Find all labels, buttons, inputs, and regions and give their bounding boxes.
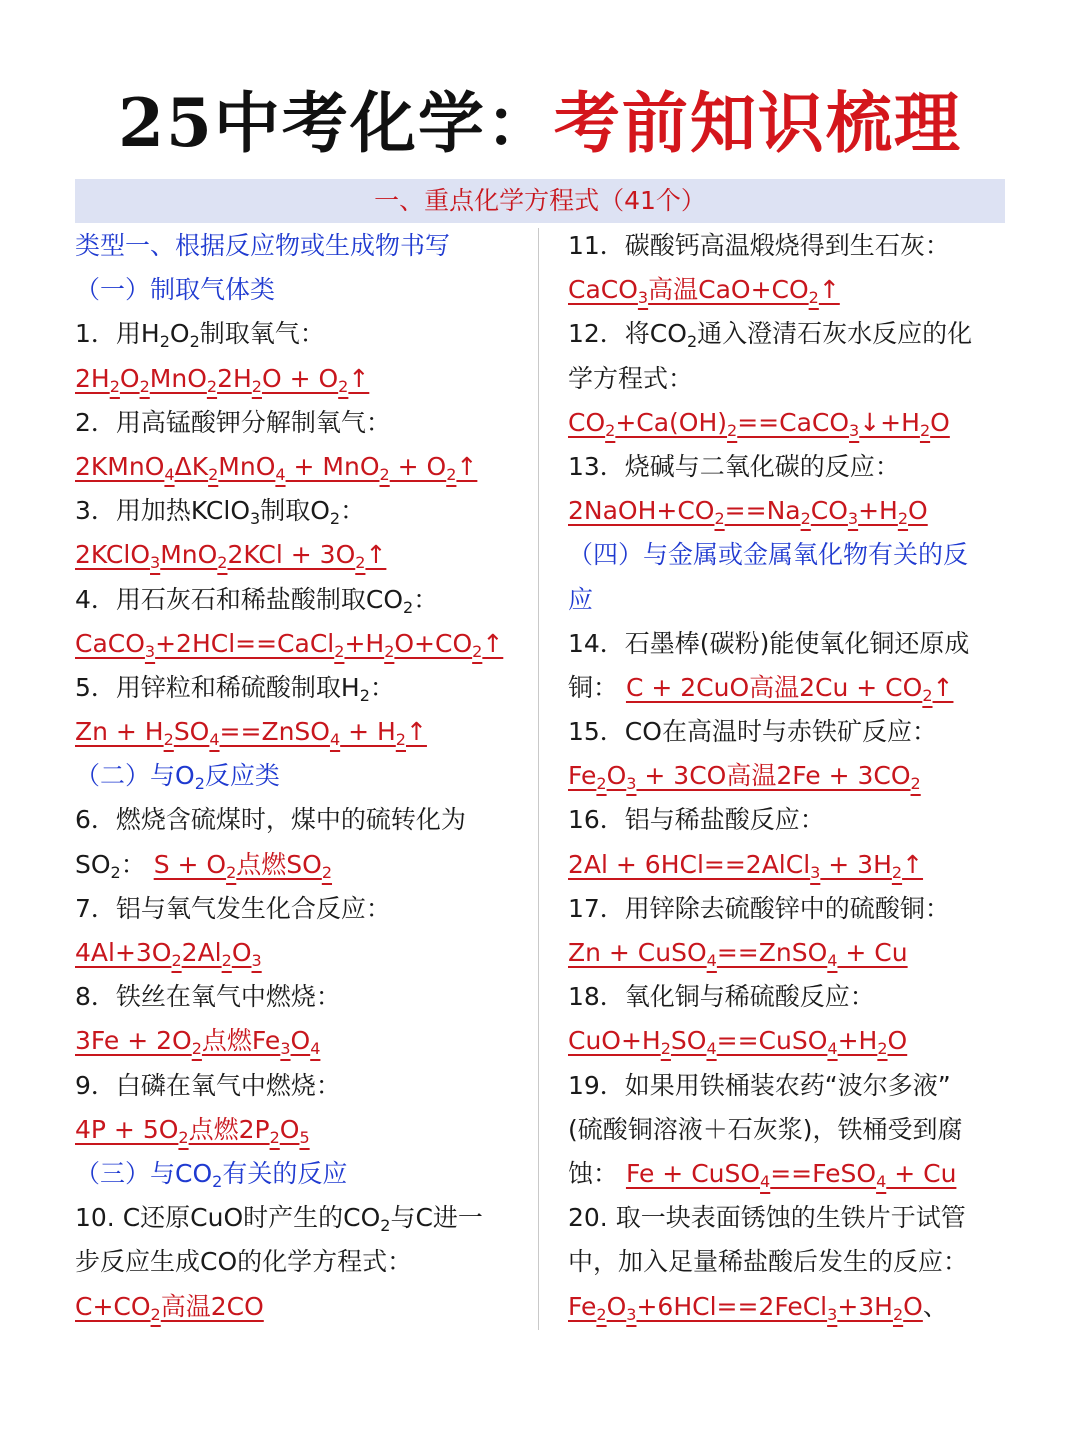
text-part: 有关的反应 <box>222 1158 348 1188</box>
equation-part: + O <box>389 451 447 481</box>
text-part: 11．碳酸钙高温煅烧得到生石灰： <box>568 231 950 260</box>
equation-part: 点燃SO <box>236 849 322 879</box>
equation-part: ↑ <box>405 717 427 747</box>
text-line <box>568 843 1008 887</box>
equation-part: ==CaCO <box>737 407 850 437</box>
equation-part: ↑ <box>902 849 924 879</box>
text-part: 制取O <box>260 496 330 526</box>
equation-part: 2 <box>251 376 262 396</box>
equation-part: 2 <box>338 376 349 396</box>
equation-part: Fe <box>568 1291 597 1321</box>
equation-part: 2 <box>217 553 228 573</box>
equation-part: MnO <box>160 540 218 570</box>
text-part: 反应类 <box>204 761 280 791</box>
equation-part: 2 <box>472 641 483 661</box>
equation-part: Fe <box>568 761 597 791</box>
text-line <box>75 666 525 710</box>
equation-part: 2 <box>206 376 218 396</box>
equation-part: + Cu <box>886 1158 957 1188</box>
text-part: （一）制取气体类 <box>75 275 276 305</box>
section-heading <box>75 1152 525 1196</box>
text-line <box>568 489 1008 533</box>
text-part: SO <box>75 849 111 879</box>
equation-part: 3 <box>626 774 637 794</box>
equation-part: 2 <box>596 774 607 794</box>
equation-part: 4 <box>876 1171 887 1191</box>
equation-part: 2Al + 6HCl==2AlCl <box>568 849 811 879</box>
equation-part: 2 <box>178 1127 189 1147</box>
text-line <box>75 401 525 445</box>
equation-part: 2KMnO <box>75 451 165 481</box>
equation-part: 3 <box>847 509 859 529</box>
equation-part: 3 <box>827 1304 838 1324</box>
equation-part: 2 <box>877 1039 888 1059</box>
text-part: 2 <box>359 685 370 705</box>
equation-part: 2 <box>226 862 237 882</box>
text-line <box>75 312 525 356</box>
text-part: 中，加入足量稀盐酸后发生的反应： <box>568 1247 969 1277</box>
text-part: 应 <box>568 584 594 614</box>
equation-part: O <box>887 1026 908 1056</box>
equation-part: 2 <box>897 509 909 529</box>
text-part: O <box>169 319 190 349</box>
text-part: 与C进一 <box>390 1203 483 1233</box>
equation-part: 3 <box>810 862 821 882</box>
equation-part: MnO <box>218 451 276 481</box>
equation-part: 4 <box>827 1039 838 1059</box>
text-part: （四）与金属或金属氧化物有关的反 <box>568 540 969 570</box>
text-part: 2 <box>212 1171 223 1191</box>
text-line <box>75 710 525 754</box>
equation-part: ==Na <box>724 496 801 526</box>
text-part: 12．将CO <box>568 319 687 349</box>
equation-part: O+CO <box>394 628 473 658</box>
equation-part: 高温2CO <box>160 1291 264 1321</box>
equation-part: 4 <box>310 1039 321 1059</box>
text-part: 18．氧化铜与稀硫酸反应： <box>568 982 875 1012</box>
equation-part: 2 <box>910 774 921 794</box>
text-line <box>568 1152 1008 1196</box>
text-part: 4．用石灰石和稀盐酸制取CO <box>75 584 404 614</box>
text-part: 2．用高锰酸钾分解制氧气： <box>75 407 391 437</box>
text-part: 16．铝与稀盐酸反应： <box>568 805 825 835</box>
equation-part: ↑ <box>932 672 954 702</box>
equation-part: SO <box>173 717 210 747</box>
equation-part: ↑ <box>818 275 840 305</box>
title-main: 25中考化学： <box>118 84 554 162</box>
text-line <box>75 1240 525 1284</box>
text-line <box>568 1064 1008 1108</box>
equation-part: 2 <box>163 730 174 750</box>
equation-part: 3 <box>637 288 649 308</box>
equation-part: 2 <box>208 464 219 484</box>
text-part: 3 <box>250 509 261 529</box>
text-line <box>75 798 525 842</box>
page-title <box>0 78 1080 168</box>
text-part: ： <box>369 672 395 702</box>
text-line <box>568 312 1008 356</box>
text-line <box>75 975 525 1019</box>
equation-part: O <box>606 761 627 791</box>
equation-part: 4 <box>164 464 175 484</box>
equation-part: ==ZnSO <box>219 717 330 747</box>
section-heading <box>75 268 525 312</box>
right-column <box>568 224 1008 1329</box>
section-header: 一、重点化学方程式（41个） <box>75 179 1005 223</box>
equation-part: MnO <box>149 363 207 393</box>
text-line <box>568 224 1008 268</box>
text-line <box>568 931 1008 975</box>
section-heading <box>75 754 525 798</box>
equation-part: 高温CaO+CO <box>648 275 809 305</box>
equation-part: 2 <box>660 1039 671 1059</box>
text-part: 15．CO在高温时与赤铁矿反应： <box>568 717 937 747</box>
equation-part: ==CuSO <box>716 1026 828 1056</box>
text-part: 9．白磷在氧气中燃烧： <box>75 1070 341 1100</box>
equation-part: +H <box>344 628 385 658</box>
text-line <box>75 1108 525 1152</box>
text-line <box>75 1019 525 1063</box>
text-part: 类型一、根据反应物或生成物书写 <box>75 231 451 260</box>
text-line <box>75 489 525 533</box>
equation-part: 2 <box>139 376 150 396</box>
equation-part: ΔK <box>174 451 209 481</box>
text-line <box>568 268 1008 312</box>
equation-part: +3H <box>837 1291 893 1321</box>
text-line <box>75 445 525 489</box>
text-line <box>75 578 525 622</box>
equation-part: 4 <box>827 951 838 970</box>
text-part: 14．石墨棒(碳粉)能使氧化铜还原成 <box>568 628 970 658</box>
text-part: 5．用锌粒和稀硫酸制取H <box>75 672 360 702</box>
equation-part: O <box>279 1114 300 1144</box>
equation-part: 2 <box>191 1039 202 1059</box>
equation-part: 点燃Fe <box>201 1026 281 1056</box>
text-part: 1．用H <box>75 319 160 349</box>
section-heading <box>568 578 1008 622</box>
text-part: 通入澄清石灰水反应的化 <box>697 319 973 349</box>
equation-part: Zn + CuSO <box>568 938 707 967</box>
text-line <box>75 357 525 401</box>
section-heading <box>568 533 1008 577</box>
text-part: 步反应生成CO的化学方程式： <box>75 1247 413 1277</box>
equation-part: SO <box>670 1026 707 1056</box>
text-line <box>75 622 525 666</box>
equation-part: CuO+H <box>568 1026 661 1056</box>
text-line <box>568 622 1008 666</box>
text-line <box>568 666 1008 710</box>
text-part: ： <box>340 496 366 526</box>
text-line <box>75 887 525 931</box>
equation-part: 2 <box>379 464 390 484</box>
text-part: 制取氧气： <box>199 319 325 349</box>
equation-part: 2 <box>150 1304 161 1324</box>
text-part: ： <box>120 849 154 879</box>
equation-part: 2NaOH+CO <box>568 496 715 526</box>
text-part: 13．烧碱与二氧化碳的反应： <box>568 451 900 481</box>
text-part: （三）与CO <box>75 1158 213 1188</box>
equation-part: 2 <box>891 862 903 882</box>
equation-part: 3 <box>150 553 161 573</box>
equation-part: O <box>290 1026 311 1056</box>
text-part: 铜： <box>568 672 626 702</box>
equation-part: C + 2CuO高温2Cu + CO <box>625 672 923 702</box>
equation-part: 2 <box>269 1127 280 1147</box>
text-part: 19．如果用铁桶装农药“波尔多液” <box>568 1070 951 1100</box>
equation-part: 3 <box>280 1039 291 1059</box>
equation-part: +H <box>837 1026 878 1056</box>
text-part: 2 <box>189 332 200 352</box>
equation-part: O <box>903 1291 923 1321</box>
equation-part: 2 <box>922 685 933 705</box>
text-line <box>568 887 1008 931</box>
equation-part: 5 <box>299 1127 310 1147</box>
equation-part: CO <box>568 407 606 437</box>
equation-part: 4 <box>706 1039 717 1059</box>
text-line <box>568 754 1008 798</box>
equation-part: 2 <box>800 509 811 529</box>
equation-part: 2 <box>321 862 333 882</box>
equation-part: 2 <box>919 420 931 440</box>
text-line <box>568 1285 1008 1329</box>
equation-part: 点燃2P <box>188 1114 270 1144</box>
text-line <box>568 975 1008 1019</box>
equation-part: 2KCl + 3O <box>227 540 356 570</box>
equation-part: 2H <box>217 363 252 393</box>
equation-part: O + O <box>261 363 339 393</box>
equation-part: ↑ <box>348 363 370 393</box>
equation-part: 2 <box>221 951 232 970</box>
equation-part: 3 <box>849 420 860 440</box>
equation-part: +6HCl==2FeCl <box>636 1291 828 1321</box>
equation-part: 2 <box>109 376 120 396</box>
equation-part: 2 <box>395 730 406 750</box>
text-part: 7．铝与氧气发生化合反应： <box>75 893 391 923</box>
equation-part: 2 <box>605 420 616 440</box>
left-column <box>75 224 525 1329</box>
equation-part: O <box>908 496 928 526</box>
text-line <box>568 1196 1008 1240</box>
text-part: 、 <box>922 1291 948 1321</box>
equation-part: +Ca(OH) <box>615 407 728 437</box>
text-part: 6．燃烧含硫煤时，煤中的硫转化为 <box>75 805 466 835</box>
title-highlight: 考前知识梳理 <box>553 84 962 162</box>
equation-part: 3Fe + 2O <box>75 1026 192 1056</box>
equation-part: + Cu <box>837 938 908 967</box>
text-part: 2 <box>159 332 170 352</box>
text-line <box>75 931 525 975</box>
equation-part: + 3H <box>820 849 892 879</box>
equation-part: 2 <box>892 1304 904 1324</box>
equation-part: Zn + H <box>75 717 164 747</box>
equation-part: 4 <box>329 730 341 750</box>
text-line <box>568 710 1008 754</box>
equation-part: +2HCl==CaCl <box>155 628 335 658</box>
text-part: 3．用加热KClO <box>75 496 251 526</box>
equation-part: ==FeSO <box>770 1158 877 1188</box>
text-part: 20. 取一块表面锈蚀的生铁片于试管 <box>568 1203 966 1233</box>
equation-part: 3 <box>144 641 156 661</box>
equation-part: + H <box>340 717 396 747</box>
text-part: （二）与O <box>75 761 195 791</box>
equation-part: C+CO <box>75 1291 151 1321</box>
equation-part: 2KClO <box>75 540 151 570</box>
equation-part: O <box>606 1291 627 1321</box>
equation-part: 2 <box>446 464 457 484</box>
text-part: 蚀： <box>568 1158 626 1188</box>
equation-part: CaCO <box>568 275 638 305</box>
text-part: 17．用锌除去硫酸锌中的硫酸铜： <box>568 893 950 923</box>
text-part: 2 <box>403 597 414 617</box>
text-line <box>568 401 1008 445</box>
equation-part: 2 <box>714 509 725 529</box>
equation-part: 2 <box>355 553 366 573</box>
equation-part: 2 <box>334 641 345 661</box>
text-part: 2 <box>380 1216 391 1236</box>
equation-part: 3 <box>626 1304 637 1324</box>
equation-part: 2H <box>75 363 110 393</box>
text-part: 8．铁丝在氧气中燃烧： <box>75 982 341 1012</box>
equation-part: CO <box>810 496 848 526</box>
column-divider <box>538 228 539 1330</box>
text-line <box>568 798 1008 842</box>
text-line <box>568 1108 1008 1152</box>
text-part: 学方程式： <box>568 363 694 393</box>
equation-part: 4 <box>275 464 286 484</box>
text-part: ： <box>413 584 439 614</box>
text-line <box>75 1285 525 1329</box>
text-line <box>568 357 1008 401</box>
text-line <box>568 1240 1008 1284</box>
equation-part: 2 <box>384 641 395 661</box>
equation-part: O <box>119 363 140 393</box>
equation-part: ↑ <box>365 540 387 570</box>
equation-part: 2 <box>727 420 738 440</box>
text-line <box>75 843 525 887</box>
equation-part: ==ZnSO <box>716 938 828 967</box>
equation-part: CaCO <box>75 628 145 658</box>
equation-part: 2 <box>171 951 182 970</box>
text-line <box>568 445 1008 489</box>
equation-part: ↑ <box>456 451 478 481</box>
equation-part: + 3CO高温2Fe + 3CO <box>636 761 911 791</box>
equation-part: + MnO <box>285 451 380 481</box>
equation-part: 3 <box>251 951 262 970</box>
text-line <box>75 1196 525 1240</box>
equation-part: ↑ <box>482 628 504 658</box>
equation-part: S + O <box>153 849 227 879</box>
equation-part: Fe + CuSO <box>625 1158 761 1188</box>
equation-part: 4 <box>760 1171 771 1191</box>
section-heading <box>75 224 525 268</box>
equation-part: ↓+H <box>859 407 920 437</box>
text-part: 2 <box>329 509 341 529</box>
text-part: 10. C还原CuO时产生的CO <box>75 1203 381 1233</box>
equation-part: +H <box>858 496 898 526</box>
text-part: 2 <box>686 332 698 352</box>
text-part: 2 <box>194 774 205 794</box>
equation-part: O <box>231 938 252 967</box>
equation-part: 2 <box>596 1304 607 1324</box>
text-line <box>75 533 525 577</box>
text-line <box>568 1019 1008 1063</box>
text-part: 2 <box>110 862 121 882</box>
equation-part: 4 <box>209 730 220 750</box>
text-part: (硫酸铜溶液＋石灰浆)，铁桶受到腐 <box>568 1114 963 1144</box>
equation-part: 2 <box>808 288 819 308</box>
equation-part: 4P + 5O <box>75 1114 179 1144</box>
equation-part: 4Al+3O <box>75 938 172 967</box>
equation-part: 2Al <box>181 938 222 967</box>
equation-part: O <box>930 407 950 437</box>
text-line <box>75 1064 525 1108</box>
equation-part: 4 <box>706 951 717 970</box>
